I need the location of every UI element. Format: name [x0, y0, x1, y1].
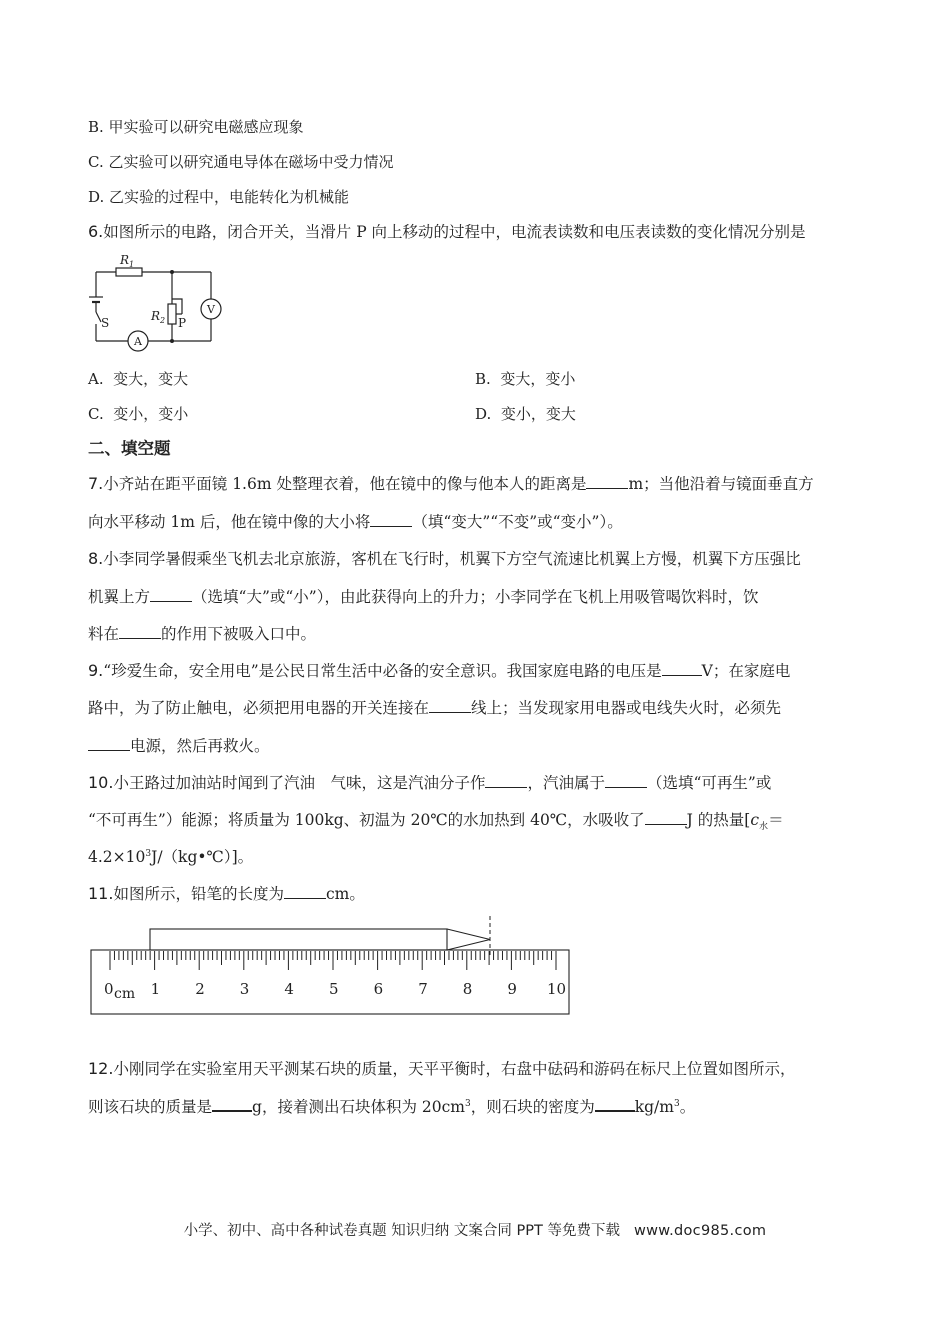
ruler-label: 5	[329, 980, 339, 998]
ruler-label: 2	[195, 980, 205, 998]
answer-blank[interactable]	[212, 1095, 252, 1112]
p-label: P	[178, 316, 187, 330]
question-text: 如图所示的电路，闭合开关，当滑片 P 向上移动的过程中，电流表读数和电压表读数的变化情况分别是	[103, 223, 806, 241]
slider-p	[172, 299, 182, 314]
question-8-line-3: 料在 的作用下被吸入口中。	[88, 625, 317, 643]
answer-blank[interactable]	[370, 511, 412, 527]
question-11: 11.如图所示，铅笔的长度为 cm。	[88, 884, 365, 903]
question-10-line-3: $4.2\times 10^3J/(kg•℃)$]。	[88, 848, 254, 866]
r1-label: R	[120, 253, 130, 267]
question-8-line-1: 8.小李同学暑假乘坐飞机去北京旅游，客机在飞行时，机翼下方空气流速比机翼上方慢，机翼下方压强比	[88, 549, 801, 568]
option-b-prev: B. 甲实验可以研究电磁感应现象	[88, 118, 304, 136]
question-7-line-2: 向水平移动 1m 后，他在镜中像的大小将 （填“变大”“不变”或“变小”）。	[88, 513, 623, 531]
pencil	[150, 929, 490, 950]
question-9-line-2: 路中，为了防止触电，必须把用电器的开关连接在 线上；当发现家用电器或电线失火时，必须先	[88, 699, 782, 717]
answer-blank[interactable]	[150, 586, 192, 602]
s-label: S	[101, 316, 110, 330]
ruler-label: 1	[150, 980, 161, 998]
q6-option-c: C. 变小，变小	[88, 405, 189, 423]
voltmeter-label: V	[207, 303, 215, 316]
answer-blank[interactable]	[284, 883, 326, 899]
ruler-label: 0	[104, 980, 114, 998]
resistor-r2	[168, 304, 176, 324]
answer-blank[interactable]	[595, 1095, 635, 1112]
question-12-line-1: 12.小刚同学在实验室用天平测某石块的质量，天平平衡时，右盘中砝码和游码在标尺上位置如图所示，	[88, 1059, 796, 1078]
resistor-r1	[116, 268, 142, 276]
answer-blank[interactable]	[662, 660, 702, 676]
question-8-line-2: 机翼上方 （选填“大”或“小”），由此获得向上的升力；小李同学在飞机上用吸管喝饮料时，饮	[88, 588, 759, 606]
q6-option-b: B. 变大，变小	[475, 370, 576, 388]
answer-blank[interactable]	[605, 772, 647, 788]
answer-blank[interactable]	[429, 697, 471, 713]
answer-blank[interactable]	[645, 809, 687, 825]
ruler-figure	[88, 912, 572, 1020]
option-c-prev: C. 乙实验可以研究通电导体在磁场中受力情况	[88, 153, 394, 171]
question-10-line-2: “不可再生”）能源；将质量为 100kg、初温为 20℃的水加热到 40℃，水吸收了 J 的热量[$c_水=$	[88, 811, 784, 833]
q6-option-a: A. 变大，变大	[88, 370, 189, 388]
circuit-diagram	[86, 252, 236, 352]
ruler-label: 6	[373, 980, 384, 998]
ruler-label: 9	[507, 980, 517, 998]
ruler-ticks	[110, 951, 556, 970]
answer-blank[interactable]	[88, 735, 130, 751]
question-number: 6.	[88, 222, 104, 241]
answer-blank[interactable]	[119, 623, 161, 639]
section-heading: 二、填空题	[88, 439, 171, 458]
ruler-label: 3	[239, 980, 250, 998]
ruler-label: 7	[418, 980, 428, 998]
ruler-label: 4	[284, 980, 294, 998]
footer-text: 小学、初中、高中各种试卷真题 知识归纳 文案合同 PPT 等免费下载	[183, 1223, 620, 1239]
option-d-prev: D. 乙实验的过程中，电能转化为机械能	[88, 188, 350, 206]
q6-option-d: D. 变小，变大	[475, 405, 576, 423]
question-10-line-1: 10.小王路过加油站时闻到了汽油 气味，这是汽油分子作 ，汽油属于 （选填“可再生”或	[88, 773, 772, 792]
answer-blank[interactable]	[586, 473, 628, 489]
question-6	[88, 221, 806, 243]
r2-label: R	[151, 309, 161, 323]
question-9-line-3: 电源，然后再救火。	[88, 735, 270, 757]
page-footer	[0, 1219, 950, 1240]
svg-text:R2: $R_2$	[151, 309, 166, 325]
ruler-label: 8	[462, 980, 473, 998]
ruler-unit: cm	[114, 986, 136, 1002]
question-12-line-2: 则该石块的质量是 g，接着测出石块体积为 $20cm^3$，则石块的密度为 $kg/m^3$。	[88, 1095, 695, 1118]
footer-url[interactable]: www.doc985.com	[633, 1223, 767, 1239]
svg-text:R1: $R_1$	[120, 253, 135, 269]
ammeter-label: A	[134, 335, 142, 348]
ruler-labels	[104, 980, 566, 1002]
ruler-label: 10	[547, 980, 567, 998]
question-7-line-1: 7.小齐站在距平面镜 1.6m 处整理衣着，他在镜中的像与他本人的距离是 m；当他沿着与镜面垂直方	[88, 474, 814, 493]
question-9-line-1: 9.“珍爱生命，安全用电”是公民日常生活中必备的安全意识。我国家庭电路的电压是 V；在家庭电	[88, 661, 791, 680]
answer-blank[interactable]	[485, 772, 527, 788]
